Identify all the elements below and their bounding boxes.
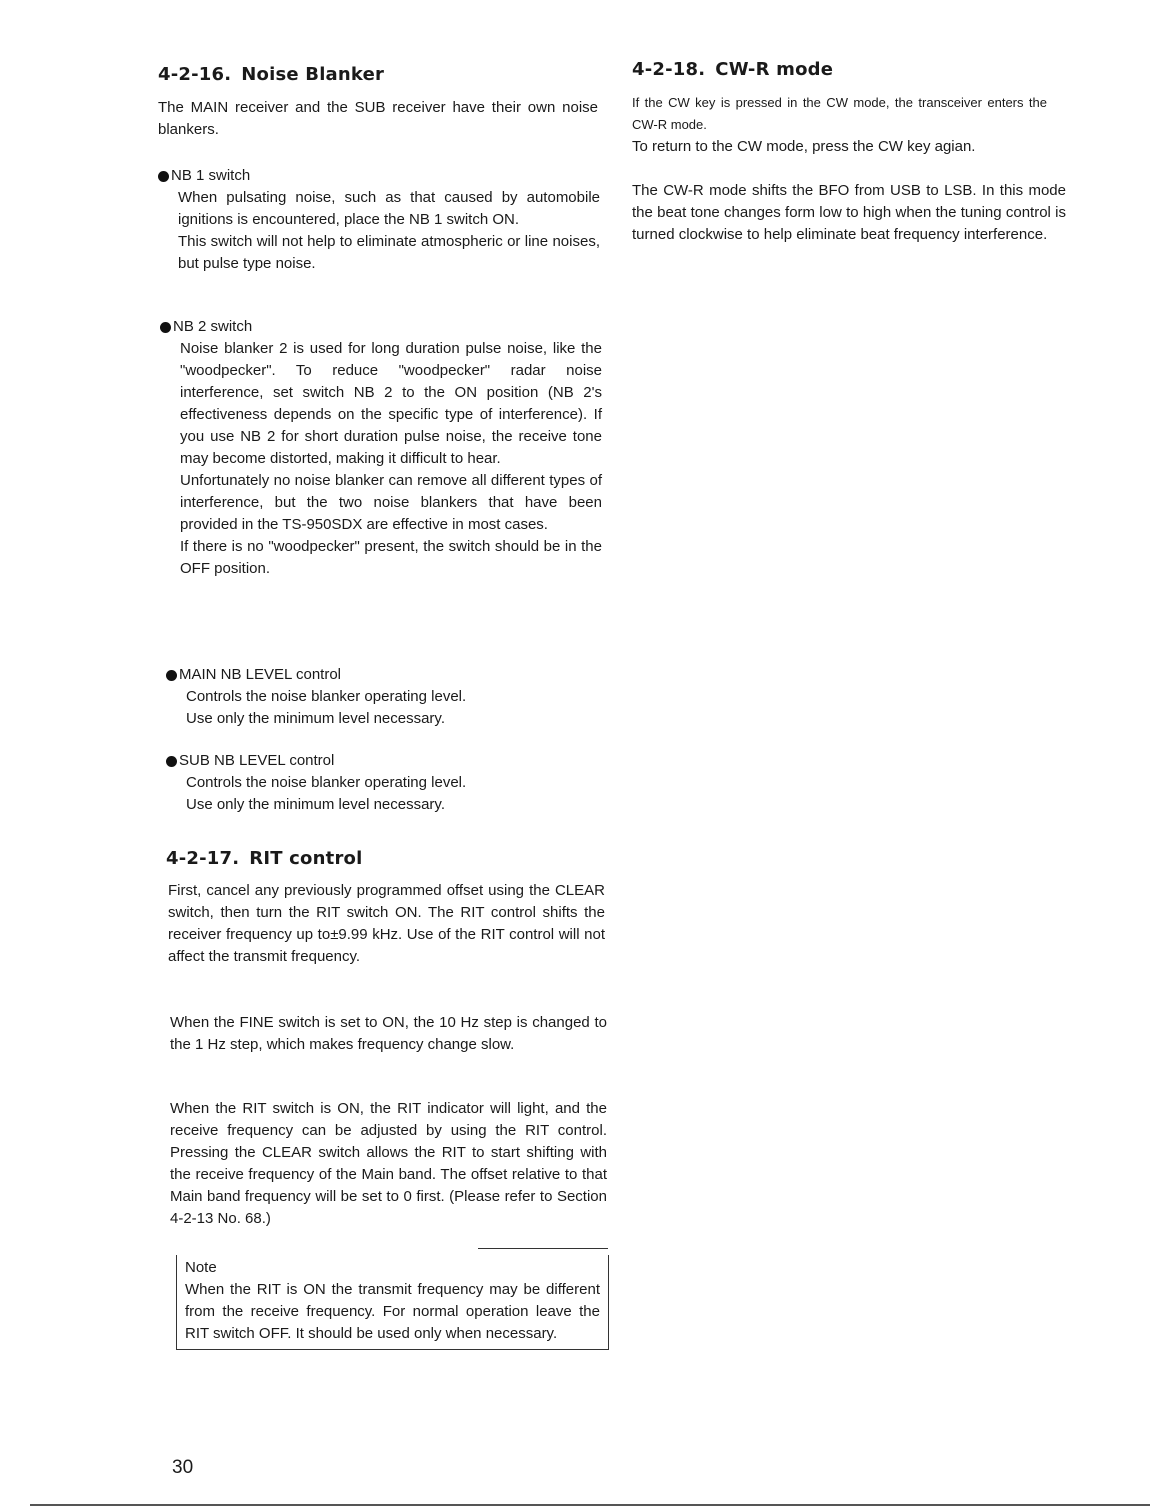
section-title: Noise Blanker xyxy=(241,64,385,85)
rit-para-1 xyxy=(168,880,605,968)
nb1-text-2: This switch will not help to eliminate atmospheric or line noises, but pulse type noise. xyxy=(178,233,600,272)
nb2-heading xyxy=(160,316,602,338)
note-box xyxy=(176,1255,609,1350)
main-nb-level-text-2: Use only the minimum level necessary. xyxy=(186,710,445,727)
noise-blanker-intro xyxy=(158,97,598,141)
bullet-icon xyxy=(166,670,177,681)
sub-nb-level-label: SUB NB LEVEL control xyxy=(179,752,335,769)
bullet-icon xyxy=(158,171,169,182)
rit-text-3: When the RIT switch is ON, the RIT indicator will light, and the receive frequency can be adjusted by using the RIT control. Pressing the CLEAR switch allows the RIT to start shifting with the receive frequency of the Main band. The offset relative to that Main band frequency will be set to 0 first. (Please refer to Section 4-2-13 No. 68.) xyxy=(170,1100,607,1227)
section-number: 4-2-16. xyxy=(158,64,232,85)
main-nb-level-item xyxy=(166,664,608,730)
section-4-2-17-heading xyxy=(166,848,362,869)
nb2-item xyxy=(160,316,602,580)
section-number: 4-2-17. xyxy=(166,848,240,869)
nb2-label: NB 2 switch xyxy=(173,318,253,335)
nb1-text-1: When pulsating noise, such as that caused by automobile ignitions is encountered, place the NB 1 switch ON. xyxy=(178,189,600,228)
main-nb-level-label: MAIN NB LEVEL control xyxy=(179,666,342,683)
section-4-2-18-heading xyxy=(632,59,833,80)
section-title: CW-R mode xyxy=(715,59,834,80)
section-number: 4-2-18. xyxy=(632,59,706,80)
intro-paragraph: The MAIN receiver and the SUB receiver have their own noise blankers. xyxy=(158,99,598,138)
cwr-text-1: If the CW key is pressed in the CW mode, the transceiver enters the CW-R mode. xyxy=(632,95,1047,132)
rit-text-1: First, cancel any previously programmed offset using the CLEAR switch, then turn the RIT switch ON. The RIT control shifts the receiver frequency up to±9.99 kHz. Use of the RIT control will not affect the transmit frequency. xyxy=(168,882,605,965)
bottom-rule xyxy=(30,1504,1150,1506)
cwr-text-2: To return to the CW mode, press the CW key agian. xyxy=(632,138,976,155)
nb2-text-2: Unfortunately no noise blanker can remove all different types of interference, but the two noise blankers that have been provided in the TS-950SDX are effective in most cases. xyxy=(180,472,602,533)
cwr-para-1 xyxy=(632,92,1047,158)
bullet-icon xyxy=(166,756,177,767)
nb2-text-3: If there is no "woodpecker" present, the switch should be in the OFF position. xyxy=(180,538,602,577)
section-4-2-16-heading xyxy=(158,64,384,85)
note-label: Note xyxy=(185,1259,217,1276)
cwr-text-3: The CW-R mode shifts the BFO from USB to LSB. In this mode the beat tone changes form low to high when the tuning control is turned clockwise to help eliminate beat frequency interference. xyxy=(632,182,1066,243)
rit-para-3 xyxy=(170,1098,607,1230)
section-title: RIT control xyxy=(249,848,363,869)
sub-nb-level-text-2: Use only the minimum level necessary. xyxy=(186,796,445,813)
nb2-text-1: Noise blanker 2 is used for long duration pulse noise, like the "woodpecker". To reduce "woodpecker" radar noise interference, set switch NB 2 to the ON position (NB 2's effectiveness depends on the specific type of interference). If you use NB 2 for short duration pulse noise, the receive tone may become distorted, making it difficult to hear. xyxy=(180,340,602,467)
bullet-icon xyxy=(160,322,171,333)
main-nb-level-text-1: Controls the noise blanker operating level. xyxy=(186,688,467,705)
note-top-rule xyxy=(478,1248,608,1249)
cwr-para-2 xyxy=(632,180,1066,246)
sub-nb-level-text-1: Controls the noise blanker operating level. xyxy=(186,774,467,791)
nb1-heading xyxy=(158,165,600,187)
rit-para-2 xyxy=(170,1012,607,1056)
note-text: When the RIT is ON the transmit frequency may be different from the receive frequency. For normal operation leave the RIT switch OFF. It should be used only when necessary. xyxy=(185,1281,600,1342)
main-nb-level-heading xyxy=(166,664,608,686)
sub-nb-level-item xyxy=(166,750,608,816)
nb1-item xyxy=(158,165,600,275)
page-number: 30 xyxy=(172,1457,194,1478)
sub-nb-level-heading xyxy=(166,750,608,772)
rit-text-2: When the FINE switch is set to ON, the 10 Hz step is changed to the 1 Hz step, which makes frequency change slow. xyxy=(170,1014,607,1053)
nb1-label: NB 1 switch xyxy=(171,167,251,184)
